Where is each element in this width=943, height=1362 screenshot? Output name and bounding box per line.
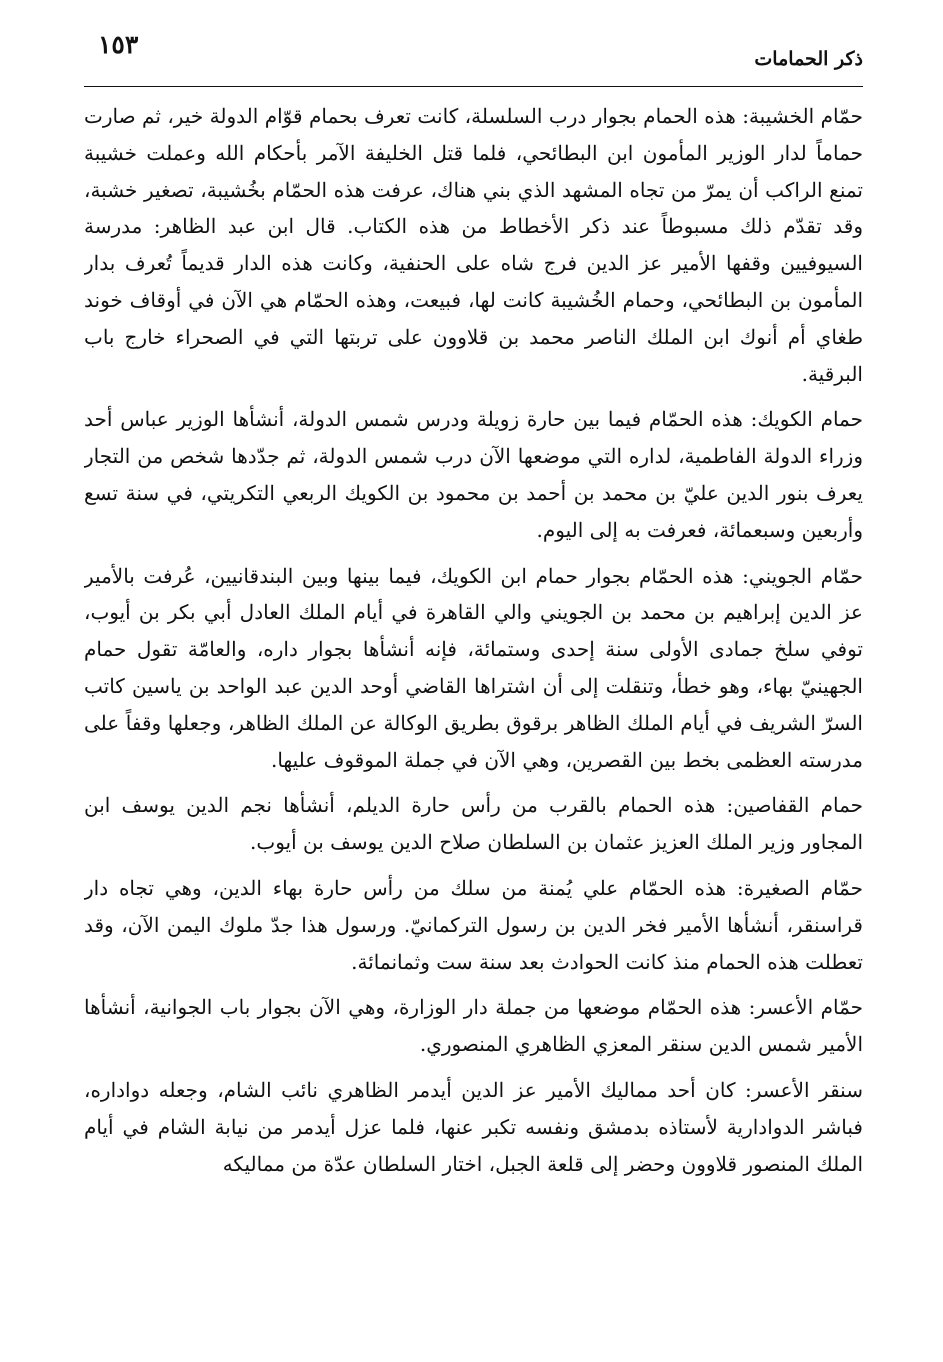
body-text — [84, 98, 863, 1338]
paragraph-hammam-al-saghira — [84, 870, 863, 980]
paragraph-text: هذه الحمام بجوار درب السلسلة، كانت تعرف بحمام قوّام الدولة خير، ثم صارت حماماً لدار الوزير المأمون ابن البطائحي، فلما قتل الخليفة الآمر بأحكام الله وعملت خشيبة تمنع الراكب أن يمرّ من تجاه المشهد الذي بني هناك، عرفت هذه الحمّام بخُشيبة، تصغير خشبة، وقد تقدّم ذلك مسبوطاً عند ذكر الأخطاط من هذه الكتاب. قال ابن عبد الظاهر: مدرسة السيوفيين وقفها الأمير عز الدين فرج شاه على الحنفية، وكانت هذه الدار قديماً تُعرف بدار المأمون بن البطائحي، وحمام الخُشيبة كانت لها، فبيعت، وهذه الحمّام هي الآن في أوقاف خوند طغاي أم أنوك ابن الملك الناصر محمد بن قلاوون على تربتها التي في الصحراء خارج باب البرقية. — [84, 104, 863, 386]
paragraph-hammam-al-juwayni — [84, 558, 863, 779]
entry-term: حمّام الأعسر: — [748, 995, 863, 1020]
paragraph-hammam-al-aasar — [84, 989, 863, 1063]
page-header — [84, 26, 863, 84]
entry-term: حمّام الصغيرة: — [736, 875, 863, 900]
header-divider — [84, 86, 863, 87]
paragraph-hammam-al-khushayba — [84, 98, 863, 392]
entry-term: حمام القفاصين: — [726, 793, 863, 818]
paragraph-hammam-al-qaffasin — [84, 787, 863, 861]
paragraph-text: هذه الحمّام علي يُمنة من سلك من رأس حارة بهاء الدين، وهي تجاه دار قراسنقر، أنشأها الأمير فخر الدين بن رسول التركمانيّ. ورسول هذا جدّ ملوك اليمن الآن، وقد تعطلت هذه الحمام منذ كانت الحوادث بعد سنة ست وثمانمائة. — [84, 875, 863, 974]
running-title: ذكر الحمامات — [754, 48, 863, 70]
paragraph-hammam-al-kuwayk — [84, 401, 863, 548]
paragraph-sunqur-al-aasar — [84, 1072, 863, 1182]
entry-term: حمام الكويك: — [750, 407, 863, 432]
entry-term: سنقر الأعسر: — [745, 1077, 863, 1102]
page-number: ١٥٣ — [98, 30, 139, 59]
entry-term: حمّام الخشيبة: — [742, 104, 863, 128]
paragraph-text: هذه الحمّام موضعها من جملة دار الوزارة، وهي الآن بجوار باب الجوانية، أنشأها الأمير شمس الدين سنقر المعزي الظاهري المنصوري. — [84, 995, 863, 1057]
paragraph-text: هذه الحمّام فيما بين حارة زويلة ودرس شمس الدولة، أنشأها الوزير عباس أحد وزراء الدولة الفاطمية، لداره التي موضعها الآن درب شمس الدولة، ثم جدّدها شخص من التجار يعرف بنور الدين عليّ بن محمد بن أحمد بن محمود بن الكويك الربعي التكريتي، في سنة تسع وأربعين وسبعمائة، فعرفت به إلى اليوم. — [84, 407, 863, 542]
entry-term: حمّام الجويني: — [742, 563, 863, 588]
paragraph-text: هذه الحمام بالقرب من رأس حارة الديلم، أنشأها نجم الدين يوسف ابن المجاور وزير الملك العزيز عثمان بن السلطان صلاح الدين يوسف بن أيوب. — [84, 793, 863, 855]
paragraph-text: كان أحد مماليك الأمير عز الدين أيدمر الظاهري نائب الشام، وجعله دواداره، فباشر الدوادارية لأستاذه بدمشق ونفسه تكبر عنها، فلما عزل أيدمر من نيابة الشام في أيام الملك المنصور قلاوون وحضر إلى قلعة الجبل، اختار السلطان عدّة من مماليكه — [84, 1077, 863, 1176]
paragraph-text: هذه الحمّام بجوار حمام ابن الكويك، فيما بينها وبين البندقانيين، عُرفت بالأمير عز الدين إبراهيم بن محمد بن الجويني والي القاهرة في أيام الملك العادل أبي بكر بن أيوب، توفي سلخ جمادى الأولى سنة إحدى وستمائة، فإنه أنشأها بجوار داره، والعامّة تقول حمام الجهينيّ بهاء، وهو خطأ، وتنقلت إلى أن اشتراها القاضي أوحد الدين عبد الواحد بن ياسين كاتب السرّ الشريف في أيام الملك الظاهر برقوق بطريق الوكالة عن الملك الظاهر، وجعلها وقفاً على مدرسته العظمى بخط بين القصرين، وهي الآن في جملة الموقوف عليها. — [84, 563, 863, 772]
